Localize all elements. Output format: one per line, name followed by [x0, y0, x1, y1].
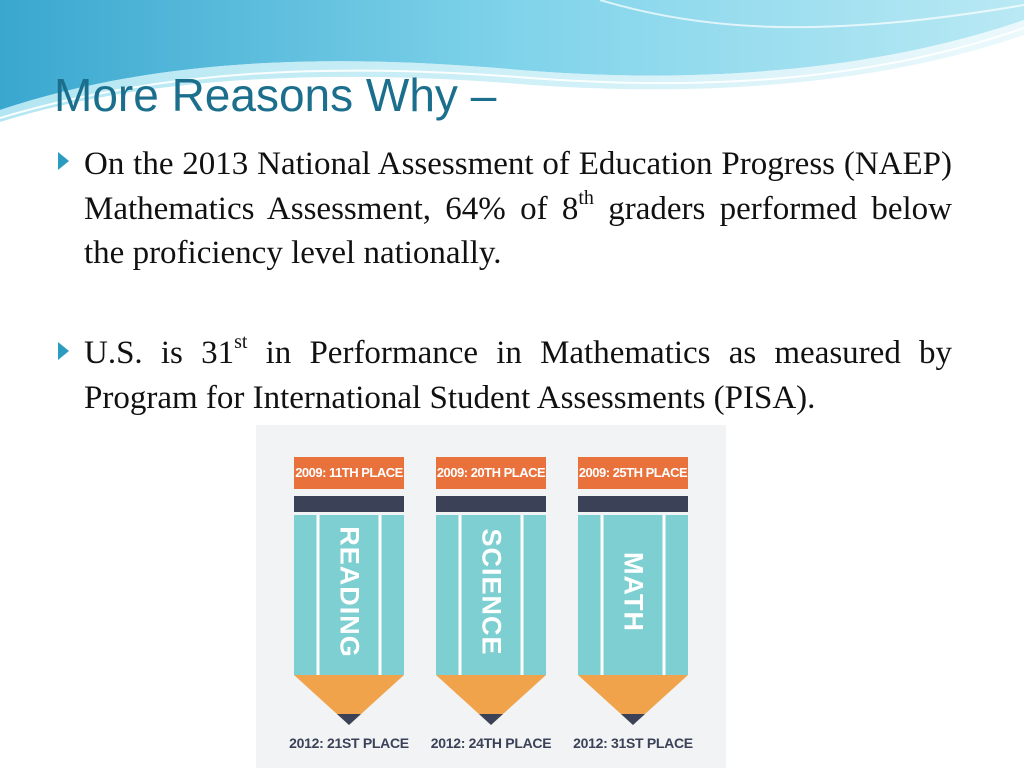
bullet-1-text-a: On the 2013 National Assessment of Education Progress (NAEP) Mathematics Assessment, 64% of 8 [84, 146, 952, 227]
subject-label-math: MATH [618, 552, 649, 632]
pencil-reading [294, 457, 404, 725]
slide-title: More Reasons Why – [54, 69, 497, 121]
bullet-1-superscript: th [578, 186, 594, 209]
bullet-2-text-a: U.S. is 31 [84, 335, 235, 371]
bullet-2 [84, 331, 952, 420]
place-2012-label: 2012: 31ST PLACE [573, 735, 693, 751]
pencil-cap [578, 496, 688, 512]
bullet-2-superscript: st [234, 331, 248, 353]
bullet-1-text-b: graders performed below the proficiency level nationally. [84, 190, 952, 271]
bullet-2-text-b: in Performance in Mathematics as measured by Program for International Student Assessments (PISA). [84, 335, 953, 416]
place-2012-label: 2012: 21ST PLACE [289, 735, 409, 751]
bullet-marker-icon [58, 342, 69, 360]
pencil-cap [294, 496, 404, 512]
pencil-cap [436, 496, 546, 512]
bullet-marker-icon [58, 152, 69, 170]
subject-label-science: SCIENCE [476, 528, 507, 656]
place-2009-label: 2009: 20TH PLACE [436, 457, 546, 489]
place-2009-label: 2009: 25TH PLACE [578, 457, 688, 489]
place-2012-label: 2012: 24TH PLACE [430, 735, 552, 751]
bullet-1 [84, 142, 952, 276]
subject-label-reading: READING [334, 526, 365, 658]
pencil-science [436, 457, 546, 725]
pencil-math [578, 457, 688, 725]
place-2009-label: 2009: 11TH PLACE [294, 457, 404, 489]
pisa-pencil-infographic [256, 425, 726, 768]
